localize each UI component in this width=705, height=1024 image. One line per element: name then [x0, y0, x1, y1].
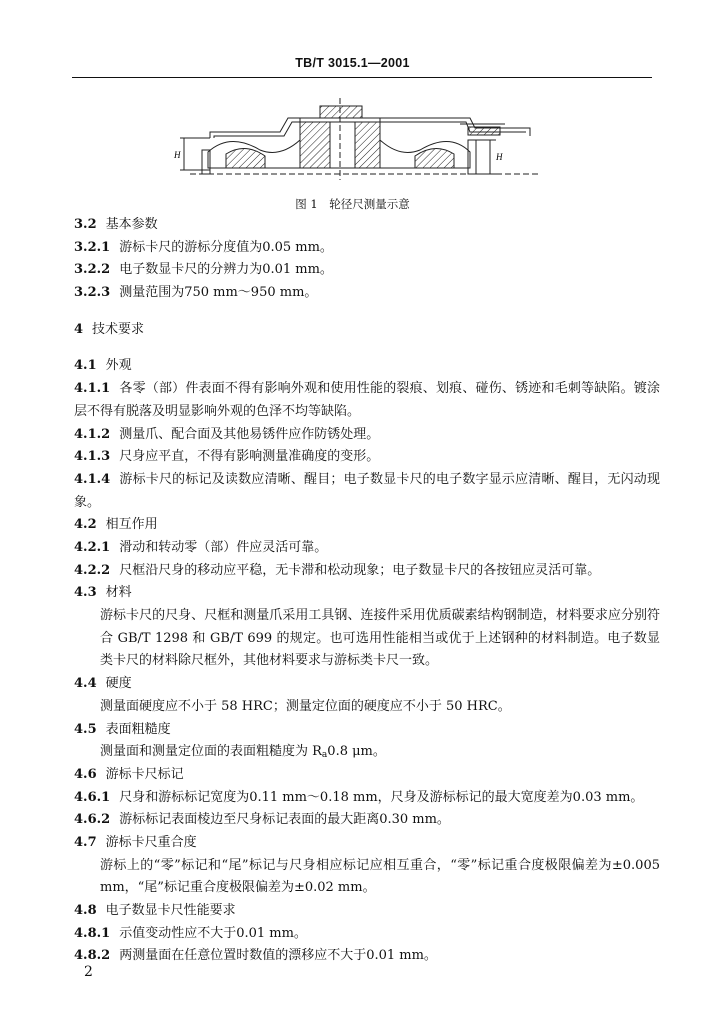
- right-h-label: H: [496, 152, 503, 162]
- left-h-label: H: [174, 150, 181, 160]
- page-number: 2: [84, 964, 93, 980]
- section-4-8: 4.8 电子数显卡尺性能要求: [74, 903, 236, 919]
- section-4-5-body: 测量面和测量定位面的表面粗糙度为 Ra0.8 μm。: [100, 744, 386, 761]
- section-4-1-4: 4.1.4 游标卡尺的标记及读数应清晰、醒目；电子数显卡尺的电子数字显示应清晰、醒目，无闪动现象。: [74, 471, 660, 510]
- section-4-4-body: 测量面硬度应不小于 58 HRC；测量定位面的硬度应不小于 50 HRC。: [100, 698, 511, 714]
- section-4-2: 4.2 相互作用: [74, 517, 158, 533]
- section-4-2-1: 4.2.1 滑动和转动零（部）件应灵活可靠。: [74, 540, 328, 555]
- section-4-3-body: 游标卡尺的尺身、尺框和测量爪采用工具钢、连接件采用优质碳素结构钢制造，材料要求应分别符合 GB/T 1298 和 GB/T 699 的规定。也可选用性能相当或优于上述钢种的材料制造。电子数显类卡尺的材料除尺框外，其他材料要求与游标类卡尺一致。: [100, 608, 660, 669]
- section-4-1-2: 4.1.2 测量爪、配合面及其他易锈件应作防锈处理。: [74, 426, 380, 442]
- section-4-6-1: 4.6.1 尺身和游标标记宽度为0.11 mm～0.18 mm，尺身及游标标记的最大宽度差为0.03 mm。: [74, 789, 644, 805]
- section-4-4: 4.4 硬度: [74, 676, 132, 692]
- section-4-2-2: 4.2.2 尺框沿尺身的移动应平稳，无卡滞和松动现象；电子数显卡尺的各按钮应灵活可靠。: [74, 562, 601, 578]
- section-4-7-body: 游标上的“零”标记和“尾”标记与尺身相应标记应相互重合，“零”标记重合度极限偏差为±0.005 mm，“尾”标记重合度极限偏差为±0.02 mm。: [100, 857, 660, 896]
- section-3-2-2: 3.2.2 电子数显卡尺的分辨力为0.01 mm。: [74, 262, 333, 278]
- section-4-1: 4.1 外观: [74, 358, 132, 374]
- section-4-8-1: 4.8.1 示值变动性应不大于0.01 mm。: [74, 925, 307, 941]
- section-3-2: 3.2 基本参数: [74, 217, 158, 232]
- section-4-6-2: 4.6.2 游标标记表面棱边至尺身标记表面的最大距离0.30 mm。: [74, 812, 450, 828]
- standard-header: TB/T 3015.1—2001: [295, 56, 410, 70]
- wheel-gauge-figure: [170, 88, 550, 188]
- section-4-6: 4.6 游标卡尺标记: [74, 766, 184, 782]
- section-4-5: 4.5 表面粗糙度: [74, 721, 171, 737]
- document-body: [74, 214, 660, 968]
- section-4-7: 4.7 游标卡尺重合度: [74, 835, 197, 850]
- section-4-1-3: 4.1.3 尺身应平直，不得有影响测量准确度的变形。: [74, 449, 380, 465]
- section-4-1-1: 4.1.1 各零（部）件表面不得有影响外观和使用性能的裂痕、划痕、碰伤、锈迹和毛刺等缺陷。镀涂层不得有脱落及明显影响外观的色泽不均等缺陷。: [74, 381, 660, 419]
- section-4: 4 技术要求: [74, 321, 145, 337]
- header-rule: [72, 77, 652, 78]
- right-scale-block: [468, 127, 500, 135]
- section-3-2-3: 3.2.3 测量范围为750 mm～950 mm。: [74, 285, 318, 301]
- figure-caption: 图 1 轮径尺测量示意: [295, 197, 410, 211]
- slider-block: [320, 106, 362, 118]
- section-4-3: 4.3 材料: [74, 585, 132, 601]
- section-4-8-2: 4.8.2 两测量面在任意位置时数值的漂移应不大于0.01 mm。: [74, 948, 437, 964]
- section-3-2-1: 3.2.1 游标卡尺的游标分度值为0.05 mm。: [74, 239, 333, 255]
